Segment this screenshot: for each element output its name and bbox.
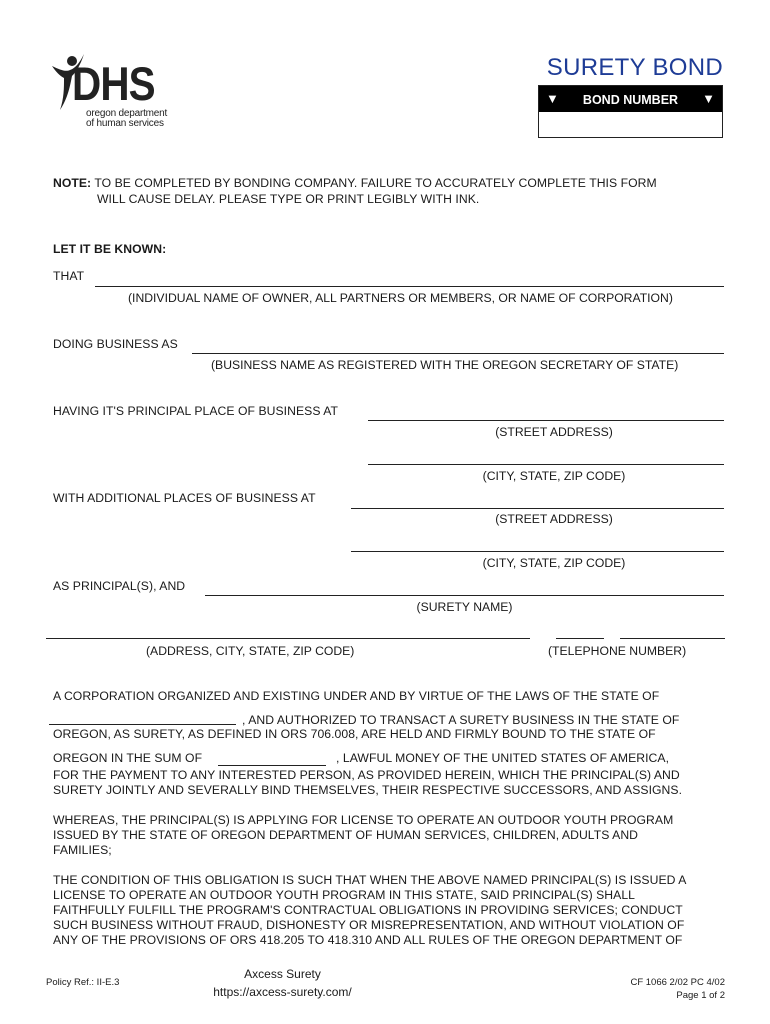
principal-city-field[interactable] <box>368 464 724 465</box>
p2-line-3: FAMILIES; <box>53 843 112 857</box>
bond-sum-field[interactable] <box>218 765 326 766</box>
principal-place-label: HAVING IT'S PRINCIPAL PLACE OF BUSINESS AT <box>53 404 339 418</box>
form-title: SURETY BOND <box>546 54 723 81</box>
dhs-logo <box>50 52 180 132</box>
bond-number-label: BOND NUMBER <box>582 93 679 107</box>
telephone-caption: (TELEPHONE NUMBER) <box>548 644 687 658</box>
dba-label: DOING BUSINESS AS <box>53 337 178 351</box>
bond-number-field[interactable] <box>539 112 722 137</box>
note-text-1: TO BE COMPLETED BY BONDING COMPANY. FAILURE TO ACCURATELY COMPLETE THIS FORM <box>94 176 657 190</box>
p1-line-5: FOR THE PAYMENT TO ANY INTERESTED PERSON, AS PROVIDED HEREIN, WHICH THE PRINCIPAL(S) AND <box>53 768 680 782</box>
principal-city-caption: (CITY, STATE, ZIP CODE) <box>482 469 626 483</box>
logo-letters: DHS <box>72 57 155 110</box>
p3-line-3: FAITHFULLY FULFILL THE PROGRAM'S CONTRACTUAL OBLIGATIONS IN PROVIDING SERVICES; CONDUCT <box>53 903 683 917</box>
p3-line-2: LICENSE TO OPERATE AN OUTDOOR YOUTH PROGRAM IN THIS STATE, SAID PRINCIPAL(S) SHALL <box>53 888 635 902</box>
additional-places-label: WITH ADDITIONAL PLACES OF BUSINESS AT <box>53 491 316 505</box>
p2-line-2: ISSUED BY THE STATE OF OREGON DEPARTMENT OF HUMAN SERVICES, CHILDREN, ADULTS AND <box>53 828 639 842</box>
business-name-field[interactable] <box>192 353 724 354</box>
p1-line-1: A CORPORATION ORGANIZED AND EXISTING UNDER AND BY VIRTUE OF THE LAWS OF THE STATE OF <box>53 689 660 703</box>
form-code: CF 1066 2/02 PC 4/02 <box>630 977 725 988</box>
p3-line-4: SUCH BUSINESS WITHOUT FRAUD, DISHONESTY OR MISREPRESENTATION, AND WITHOUT VIOLATION OF <box>53 918 685 932</box>
watermark-name: Axcess Surety <box>244 967 321 981</box>
p1-line-3: OREGON, AS SURETY, AS DEFINED IN ORS 706.008, ARE HELD AND FIRMLY BOUND TO THE STATE OF <box>53 727 656 741</box>
additional-street-caption: (STREET ADDRESS) <box>495 512 613 526</box>
note-line-1 <box>53 176 657 190</box>
watermark-url[interactable]: https://axcess-surety.com/ <box>213 985 352 999</box>
p3-line-5: ANY OF THE PROVISIONS OF ORS 418.205 TO 418.310 AND ALL RULES OF THE OREGON DEPARTMENT OF <box>53 933 683 947</box>
bond-number-header <box>539 86 722 112</box>
down-arrow-icon: ▼ <box>702 91 715 106</box>
telephone-field[interactable] <box>620 638 725 639</box>
principal-street-field[interactable] <box>368 420 724 421</box>
logo-line-2: of human services <box>86 118 164 129</box>
p2-line-1: WHEREAS, THE PRINCIPAL(S) IS APPLYING FOR LICENSE TO OPERATE AN OUTDOOR YOUTH PROGRAM <box>53 813 674 827</box>
surety-name-field[interactable] <box>205 595 724 596</box>
note-line-2: WILL CAUSE DELAY. PLEASE TYPE OR PRINT LEGIBLY WITH INK. <box>97 192 480 206</box>
additional-city-caption: (CITY, STATE, ZIP CODE) <box>482 556 626 570</box>
p1-line-2: , AND AUTHORIZED TO TRANSACT A SURETY BUSINESS IN THE STATE OF <box>242 713 680 727</box>
policy-reference: Policy Ref.: II-E.3 <box>46 977 120 988</box>
surety-name-caption: (SURETY NAME) <box>416 600 513 614</box>
business-name-caption: (BUSINESS NAME AS REGISTERED WITH THE OREGON SECRETARY OF STATE) <box>211 358 679 372</box>
p1-line-4b: , LAWFUL MONEY OF THE UNITED STATES OF AMERICA, <box>336 751 670 765</box>
bond-number-box <box>538 85 723 138</box>
principal-street-caption: (STREET ADDRESS) <box>495 425 613 439</box>
down-arrow-icon: ▼ <box>546 91 559 106</box>
owner-name-caption: (INDIVIDUAL NAME OF OWNER, ALL PARTNERS OR MEMBERS, OR NAME OF CORPORATION) <box>128 291 673 305</box>
logo-line-1: oregon department <box>86 108 168 119</box>
surety-address-field[interactable] <box>46 638 530 639</box>
p1-line-6: SURETY JOINTLY AND SEVERALLY BIND THEMSELVES, THEIR RESPECTIVE SUCCESSORS, AND ASSIGNS. <box>53 783 683 797</box>
area-code-field[interactable] <box>556 638 604 639</box>
state-of-incorporation-field[interactable] <box>49 724 236 725</box>
section-heading: LET IT BE KNOWN: <box>53 242 167 256</box>
additional-city-field[interactable] <box>351 551 724 552</box>
p3-line-1: THE CONDITION OF THIS OBLIGATION IS SUCH THAT WHEN THE ABOVE NAMED PRINCIPAL(S) IS ISSUED A <box>53 873 687 887</box>
additional-street-field[interactable] <box>351 508 724 509</box>
owner-name-field[interactable] <box>95 286 724 287</box>
principals-label: AS PRINCIPAL(S), AND <box>53 579 186 593</box>
p1-line-4a: OREGON IN THE SUM OF <box>53 751 203 765</box>
that-label: THAT <box>53 269 85 283</box>
page-number: Page 1 of 2 <box>676 990 725 1001</box>
note-label: NOTE: <box>53 176 92 190</box>
address-caption: (ADDRESS, CITY, STATE, ZIP CODE) <box>146 644 355 658</box>
